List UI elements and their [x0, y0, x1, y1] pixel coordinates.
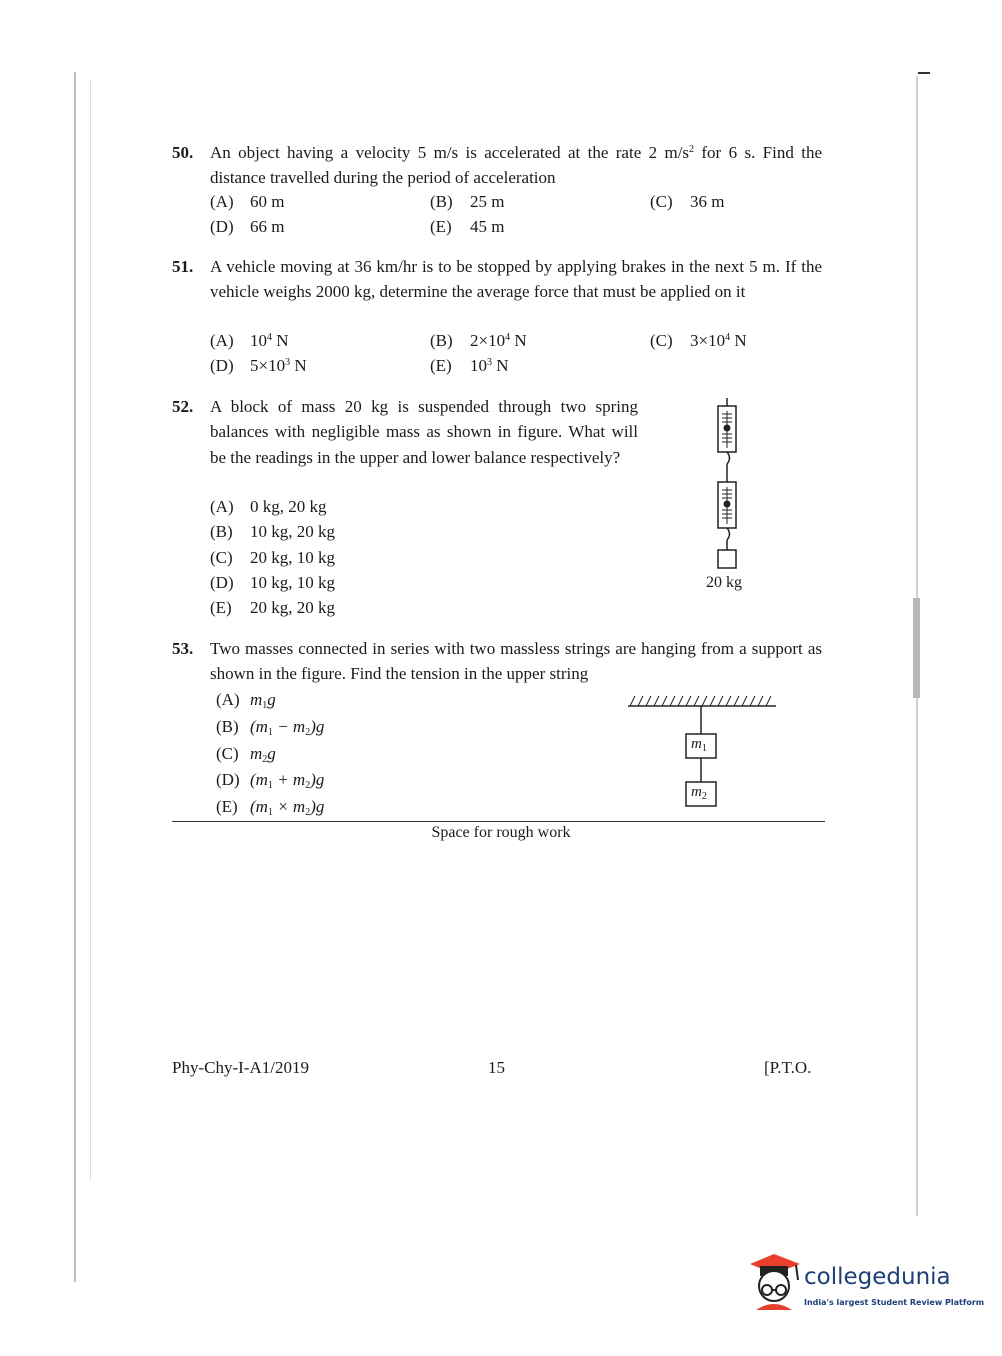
q51-option-b: (B) $2\times 10^4$ N	[430, 331, 527, 350]
rough-work-divider	[172, 821, 825, 822]
question-51	[172, 254, 822, 305]
question-52	[172, 394, 638, 470]
question-text: A vehicle moving at 36 km/hr is to be stopped by applying brakes in the next 5 m. If the vehicle weighs 2000 kg, determine the average force that must be applied on it	[210, 257, 822, 302]
hanging-block	[718, 550, 736, 568]
question-number: 50.	[172, 143, 194, 162]
q53-option-c: (C) $m_2g$	[216, 744, 276, 765]
mass-m1-label: $m_1$	[691, 736, 707, 754]
q51-option-c: (C) $3\times 10^4$ N	[650, 331, 747, 350]
question-50	[172, 140, 822, 191]
q50-option-a: (A) 60 m	[210, 192, 285, 211]
q50-option-e: (E) 45 m	[430, 217, 505, 236]
q53-option-d: (D) $(m_1 + m_2)g$	[216, 770, 325, 791]
block-mass-label: 20 kg	[706, 574, 742, 591]
q51-option-d: (D) $5\times 10^3$ N	[210, 356, 307, 375]
q52-option-a: (A) 0 kg, 20 kg	[210, 497, 327, 516]
q53-option-e: (E) $(m_1 \times m_2)g$	[216, 797, 325, 818]
rough-work-label: Space for rough work	[431, 824, 571, 841]
mascot-icon	[744, 1250, 804, 1314]
question-53	[172, 636, 822, 687]
spring-balance-figure	[700, 398, 760, 578]
scan-top-right-mark	[918, 72, 930, 74]
question-text: Two masses connected in series with two massless strings are hanging from a support as shown in the figure. Find the tension in the upper string	[210, 639, 822, 684]
q50-option-c: (C) 36 m	[650, 192, 725, 211]
question-text: A block of mass 20 kg is suspended through two spring balances with negligible mass as shown in figure. What will be the readings in the upper and lower balance respectively?	[210, 397, 638, 467]
q50-option-b: (B) 25 m	[430, 192, 505, 211]
question-number: 52.	[172, 397, 194, 416]
q52-option-b: (B) 10 kg, 20 kg	[210, 522, 335, 541]
pto-label: [P.T.O.	[764, 1058, 812, 1077]
logo-wordmark: collegedunia	[804, 1264, 951, 1290]
q50-option-d: (D) 66 m	[210, 217, 285, 236]
scan-right-tab	[913, 598, 920, 698]
q53-option-a: (A) $m_1g$	[216, 690, 276, 711]
question-text: An object having a velocity 5 m/s is accelerated at the rate 2 $m/s^2$ for 6 s. Find the distance travelled during the period of acceleration	[210, 143, 822, 188]
q52-option-e: (E) 20 kg, 20 kg	[210, 598, 335, 617]
mass-m2-label: $m_2$	[691, 784, 707, 802]
paper-code: Phy-Chy-I-A1/2019	[172, 1058, 309, 1077]
q51-option-e: (E) $10^3$ N	[430, 356, 509, 375]
q52-option-c: (C) 20 kg, 10 kg	[210, 548, 335, 567]
scan-left-edge-inner	[90, 80, 91, 1180]
q52-option-d: (D) 10 kg, 10 kg	[210, 573, 335, 592]
question-number: 51.	[172, 257, 194, 276]
scan-left-edge	[74, 72, 76, 1282]
collegedunia-logo	[744, 1250, 985, 1320]
page-number: 15	[488, 1058, 505, 1077]
question-number: 53.	[172, 639, 194, 658]
q53-option-b: (B) $(m_1 - m_2)g$	[216, 717, 325, 738]
logo-tagline: India's largest Student Review Platform	[804, 1298, 985, 1307]
q51-option-a: (A) $10^4$ N	[210, 331, 289, 350]
